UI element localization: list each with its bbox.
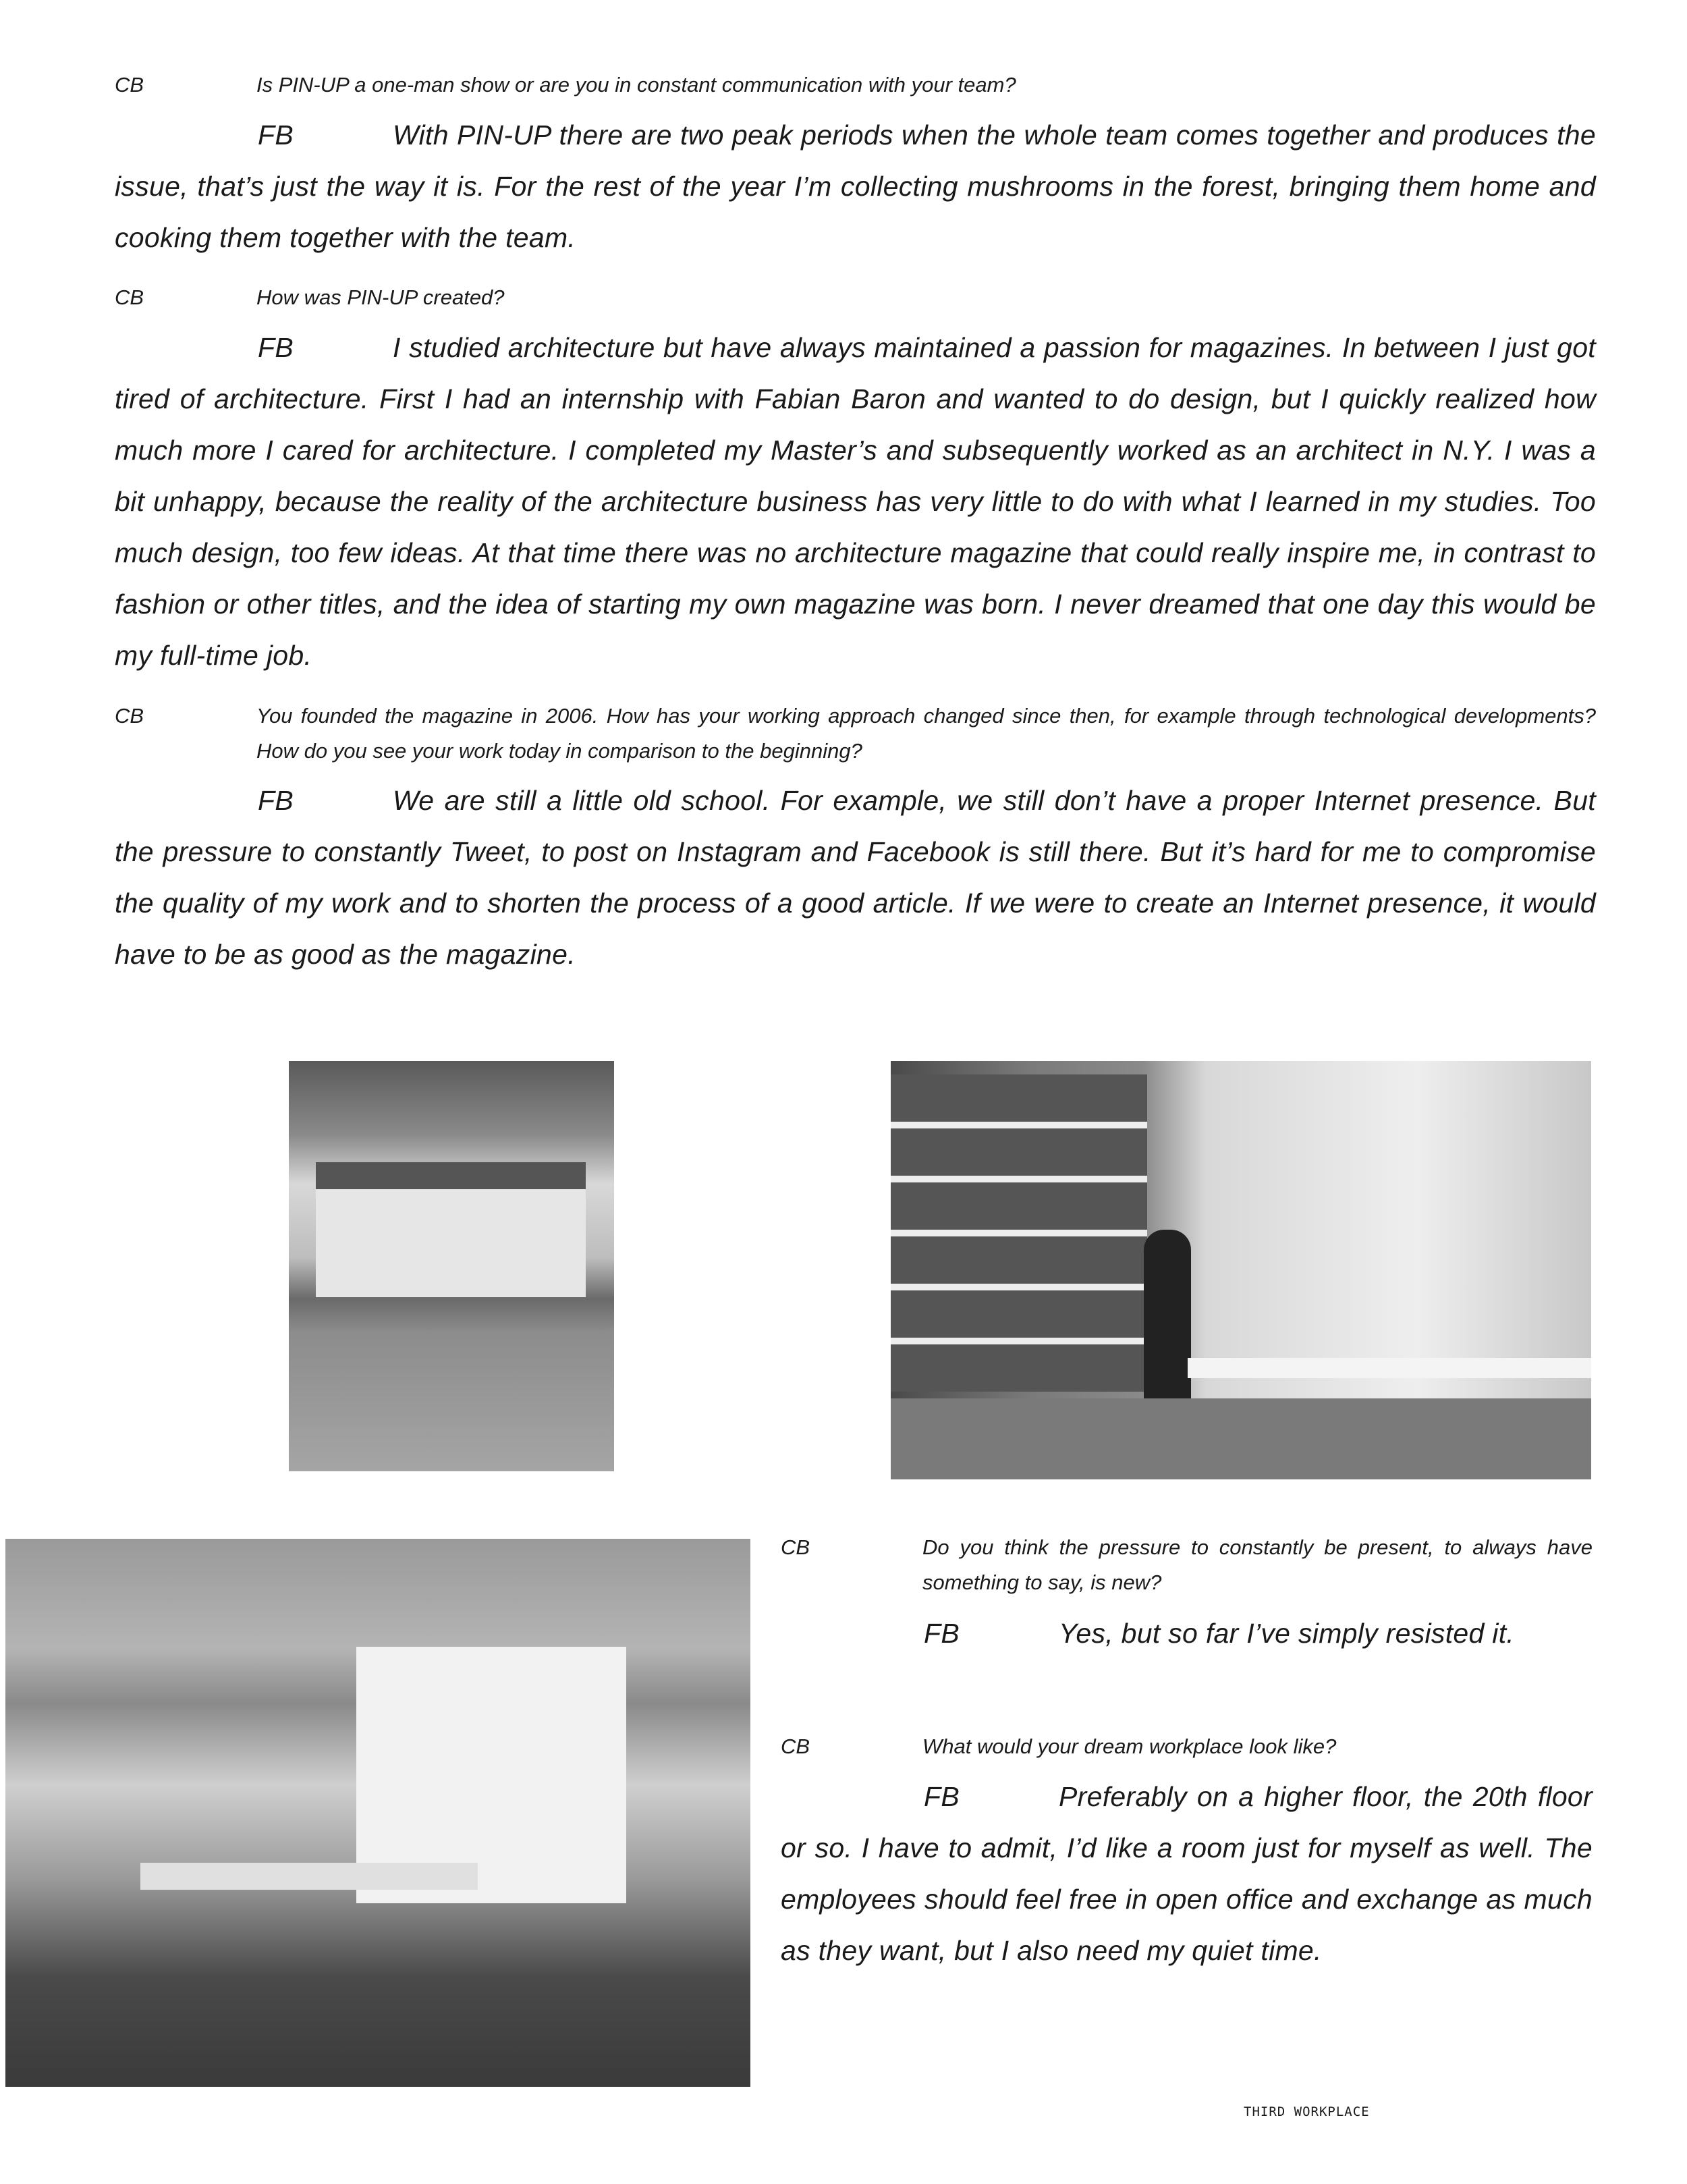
- interviewee-label: FB: [258, 785, 294, 816]
- answer-5: [781, 1771, 1593, 1976]
- interviewer-label: CB: [781, 1735, 810, 1758]
- photo-library-office: [891, 1061, 1591, 1479]
- answer-text: With PIN-UP there are two peak periods when the whole team comes together and produces the issue, that’s just the way it is. For the rest of the year I’m collecting mushrooms in the forest, bringing them home and cooking them together with the team.: [115, 119, 1596, 253]
- interviewee-label: FB: [258, 119, 294, 151]
- question-text: How was PIN-UP created?: [256, 285, 505, 309]
- answer-text: We are still a little old school. For example, we still don’t have a proper Internet presence. But the pressure to constantly Tweet, to post on Instagram and Facebook is still there. But it’s hard for me to compromise the quality of my work and to shorten the process of a good article. If we were to create an Internet presence, it would have to be as good as the magazine.: [115, 785, 1596, 970]
- interviewee-label: FB: [258, 332, 294, 363]
- question-2: [115, 280, 1596, 315]
- page-footer: THIRD WORKPLACE: [1244, 2104, 1370, 2119]
- answer-text: Yes, but so far I’ve simply resisted it.: [1059, 1618, 1515, 1649]
- interviewer-label: CB: [781, 1535, 810, 1559]
- photo-open-office: [5, 1539, 750, 2087]
- answer-2: [115, 322, 1596, 681]
- interviewer-label: CB: [115, 285, 144, 309]
- floor: [891, 1398, 1591, 1479]
- question-3: [115, 699, 1596, 769]
- question-text: What would your dream workplace look like?: [922, 1735, 1337, 1758]
- interviewee-label: FB: [924, 1618, 960, 1649]
- answer-text: I studied architecture but have always maintained a passion for magazines. In between I just got tired of architecture. First I had an internship with Fabian Baron and wanted to do design, but I quickly realized how much more I cared for architecture. I completed my Master’s and subsequently worked as an architect in N.Y. I was a bit unhappy, because the reality of the architecture business has very little to do with what I learned in my studies. Too much design, too few ideas. At that time there was no architecture magazine that could really inspire me, in contrast to fashion or other titles, and the idea of starting my own magazine was born. I never dreamed that one day this would be my full-time job.: [115, 332, 1596, 671]
- answer-3: [115, 775, 1596, 980]
- house: [316, 1162, 586, 1297]
- desk: [140, 1863, 478, 1890]
- table: [1188, 1358, 1591, 1378]
- question-text: Do you think the pressure to constantly be present, to always have something to say, is new?: [922, 1535, 1593, 1594]
- question-text: You founded the magazine in 2006. How has your working approach changed since then, for example through technological developments? How do you see your work today in comparison to the beginning?: [256, 704, 1596, 763]
- question-4: [781, 1530, 1593, 1600]
- photo-house: [289, 1061, 614, 1471]
- bookshelf: [891, 1074, 1147, 1392]
- interviewer-label: CB: [115, 73, 144, 97]
- question-1: [115, 67, 1596, 103]
- answer-4: [781, 1608, 1593, 1659]
- question-5: [781, 1729, 1593, 1764]
- answer-text: Preferably on a higher floor, the 20th floor or so. I have to admit, I’d like a room just for myself as well. The employees should feel free in open office and exchange as much as they want, but I also need my quiet time.: [781, 1781, 1593, 1966]
- question-text: Is PIN-UP a one-man show or are you in constant communication with your team?: [256, 73, 1016, 97]
- answer-1: [115, 109, 1596, 263]
- interviewee-label: FB: [924, 1781, 960, 1812]
- interviewer-label: CB: [115, 704, 144, 728]
